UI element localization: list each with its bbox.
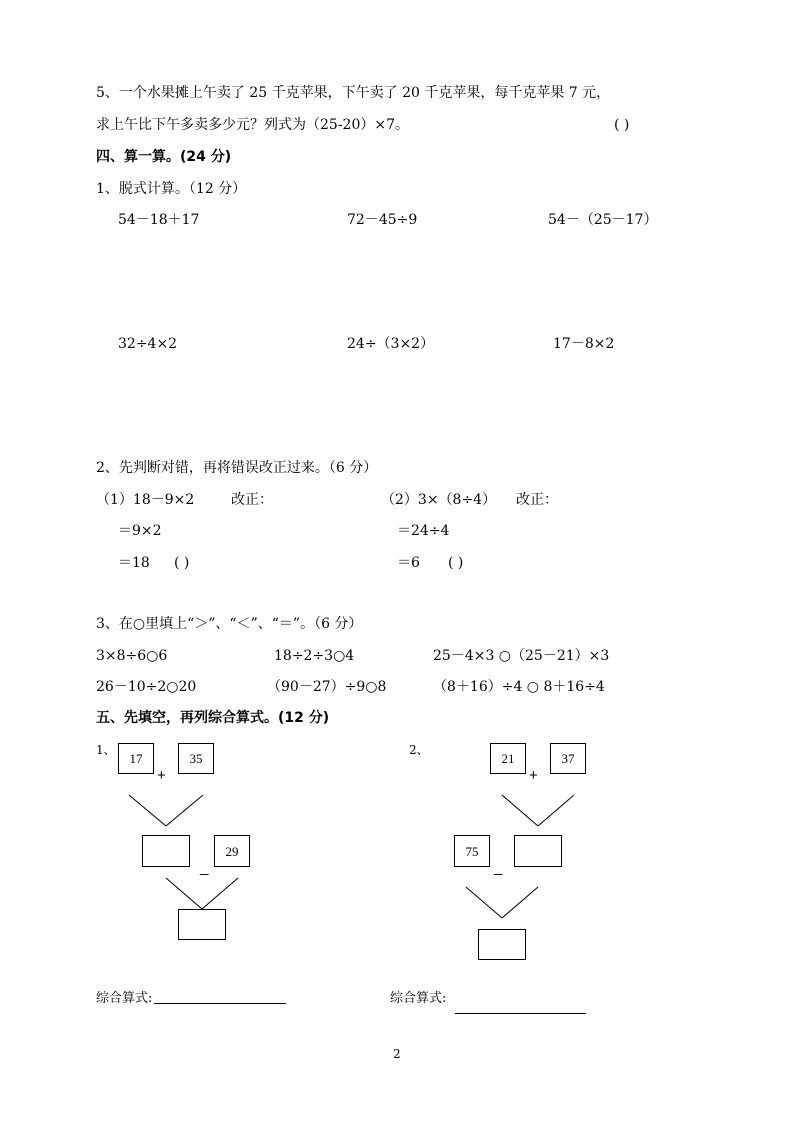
s4-p3-title: 3、在○里填上“＞”、“＜”、“＝”。（6 分） [96, 616, 363, 632]
diagram2-plus: + [529, 767, 538, 784]
diagram1-box-a: 17 [118, 743, 154, 774]
q5-answer-paren[interactable]: ( ) [614, 117, 630, 133]
judge-left-step1: ＝9×2 [118, 523, 162, 539]
judge-left-fix: 改正： [231, 492, 273, 508]
judge-left-step2: ＝18 [118, 555, 150, 571]
compare-4: 26－10÷2○20 [96, 679, 197, 695]
diagram1-number: 1、 [96, 743, 116, 757]
diagram2-number: 2、 [409, 743, 429, 757]
calc-1: 54－18＋17 [118, 212, 200, 228]
d2-v2-right [502, 887, 538, 918]
d1-v2-left [166, 878, 202, 909]
judge-right-expr: （2）3×（8÷4） [381, 492, 497, 508]
compare-1: 3×8÷6○6 [96, 648, 168, 664]
s4-p1-title: 1、脱式计算。（12 分） [96, 181, 247, 197]
d1-v1-left [129, 795, 166, 826]
calc-6: 17－8×2 [553, 336, 615, 352]
judge-left-paren[interactable]: ( ) [174, 555, 190, 571]
diagram2-box-a: 21 [490, 743, 526, 774]
compare-5: （90－27）÷9○8 [267, 679, 387, 695]
compare-6: （8＋16）÷4 ○ 8＋16÷4 [433, 679, 605, 695]
formula-blank-2[interactable] [455, 1013, 586, 1014]
judge-right-step2: ＝6 [397, 555, 420, 571]
d1-v1-right [166, 795, 203, 826]
diagram2-box-c: 75 [454, 835, 490, 867]
q5-line1: 5、一个水果摊上午卖了 25 千克苹果，下午卖了 20 千克苹果，每千克苹果 7 元， [96, 85, 611, 101]
diagram1-plus: + [157, 767, 166, 784]
diagram1-box-c: 29 [214, 835, 250, 867]
compare-2: 18÷2÷3○4 [274, 648, 355, 664]
compare-3: 25－4×3 ○（25－21）×3 [433, 648, 610, 664]
s4-p2-title: 2、先判断对错，再将错误改正过来。（6 分） [96, 460, 378, 476]
diagram1-minus: _ [200, 859, 209, 876]
page-number: 2 [393, 1047, 401, 1061]
judge-right-fix: 改正： [516, 492, 558, 508]
judge-left-expr: （1）18－9×2 [96, 492, 195, 508]
calc-4: 32÷4×2 [118, 336, 178, 352]
section5-title: 五、先填空，再列综合算式。(12 分) [96, 710, 330, 726]
diagram1-box-b: 35 [178, 743, 214, 774]
formula-label-1: 综合算式: [96, 991, 153, 1006]
d1-v2-right [202, 878, 238, 909]
formula-label-2: 综合算式: [390, 991, 447, 1006]
diagram2-minus: _ [494, 859, 503, 876]
judge-right-step1: ＝24÷4 [397, 523, 450, 539]
calc-2: 72－45÷9 [347, 212, 418, 228]
judge-right-paren[interactable]: ( ) [448, 555, 464, 571]
formula-blank-1[interactable] [154, 1003, 286, 1004]
d2-v1-right [538, 795, 574, 826]
q5-line2: 求上午比下午多卖多少元？列式为（25-20）×7。 [96, 117, 409, 133]
diagram2-box-b: 37 [550, 743, 586, 774]
section4-title: 四、算一算。(24 分) [96, 149, 232, 165]
d2-v1-left [502, 795, 538, 826]
calc-5: 24÷（3×2） [347, 336, 435, 352]
d2-v2-left [466, 887, 502, 918]
calc-3: 54－（25－17） [548, 212, 658, 228]
